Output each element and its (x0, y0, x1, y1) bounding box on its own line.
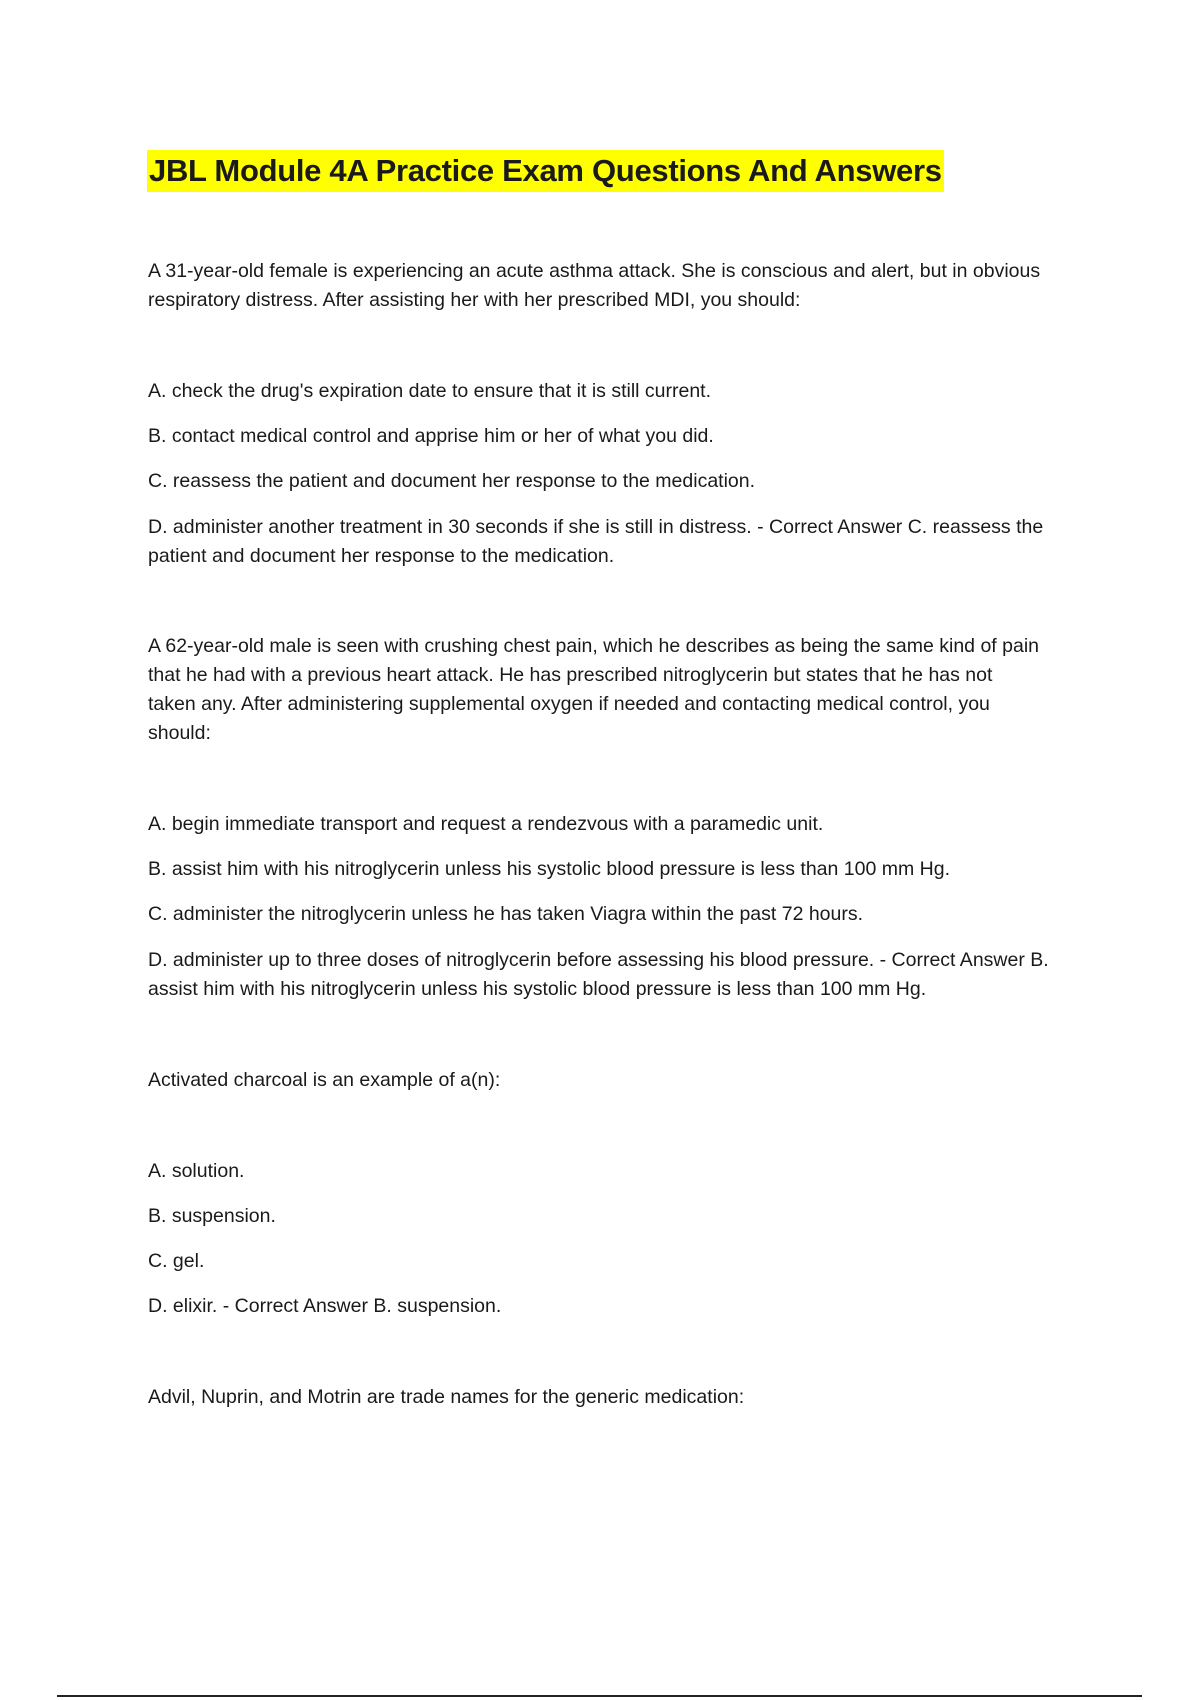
question-1-option-c (148, 467, 1093, 496)
option-text: patient and document her response to the medication. (148, 545, 615, 567)
option-text: A. begin immediate transport and request a rendezvous with a paramedic unit. (148, 813, 824, 835)
question-1-stem-line-1: A 31-year-old female is experiencing an acute asthma attack. She is conscious and alert, but in obvious (148, 260, 1041, 282)
option-text: B. assist him with his nitroglycerin unless his systolic blood pressure is less than 100 mm Hg. (148, 858, 950, 880)
option-text: B. suspension. (148, 1205, 276, 1227)
question-3-option-d-with-answer (148, 1292, 1093, 1321)
question-2-option-b (148, 855, 1093, 884)
option-text: D. elixir. - Correct Answer B. suspension. (148, 1295, 502, 1317)
page-title: JBL Module 4A Practice Exam Questions And Answers (147, 150, 944, 192)
option-text: D. administer another treatment in 30 seconds if she is still in distress. - Correct Answer C. reassess the (148, 516, 1044, 538)
question-2-stem-line-4: should: (148, 722, 211, 744)
question-2-option-d-with-answer (148, 946, 1093, 1004)
question-3-option-b (148, 1202, 1093, 1231)
option-text: D. administer up to three doses of nitroglycerin before assessing his blood pressure. - Correct Answer B. (148, 949, 1049, 971)
question-1-option-a (148, 377, 1093, 406)
question-3-option-a (148, 1157, 1093, 1186)
question-3-option-c (148, 1247, 1093, 1276)
option-text: assist him with his nitroglycerin unless his systolic blood pressure is less than 100 mm Hg. (148, 978, 927, 1000)
question-4-stem-line-1: Advil, Nuprin, and Motrin are trade names for the generic medication: (148, 1386, 745, 1408)
option-text: C. reassess the patient and document her response to the medication. (148, 470, 756, 492)
question-1-stem (148, 257, 1093, 315)
option-text: A. solution. (148, 1160, 245, 1182)
question-2-stem-line-2: that he had with a previous heart attack. He has prescribed nitroglycerin but states that he has not (148, 664, 993, 686)
option-text: A. check the drug's expiration date to ensure that it is still current. (148, 380, 712, 402)
question-2-option-a (148, 810, 1093, 839)
question-2-stem-line-1: A 62-year-old male is seen with crushing chest pain, which he describes as being the same kind of pain (148, 635, 1039, 657)
question-2-stem (148, 632, 1093, 748)
question-2-option-c (148, 900, 1093, 929)
option-text: B. contact medical control and apprise him or her of what you did. (148, 425, 714, 447)
option-text: C. administer the nitroglycerin unless he has taken Viagra within the past 72 hours. (148, 903, 864, 925)
question-1-stem-line-2: respiratory distress. After assisting her with her prescribed MDI, you should: (148, 289, 801, 311)
question-2-stem-line-3: taken any. After administering supplemental oxygen if needed and contacting medical control, you (148, 693, 990, 715)
question-1-option-d-with-answer (148, 513, 1093, 571)
option-text: C. gel. (148, 1250, 205, 1272)
question-3-stem (148, 1066, 1093, 1095)
question-3-stem-line-1: Activated charcoal is an example of a(n): (148, 1069, 501, 1091)
question-1-option-b (148, 422, 1093, 451)
page-bottom-divider (57, 1695, 1142, 1697)
question-4-stem (148, 1383, 1093, 1412)
